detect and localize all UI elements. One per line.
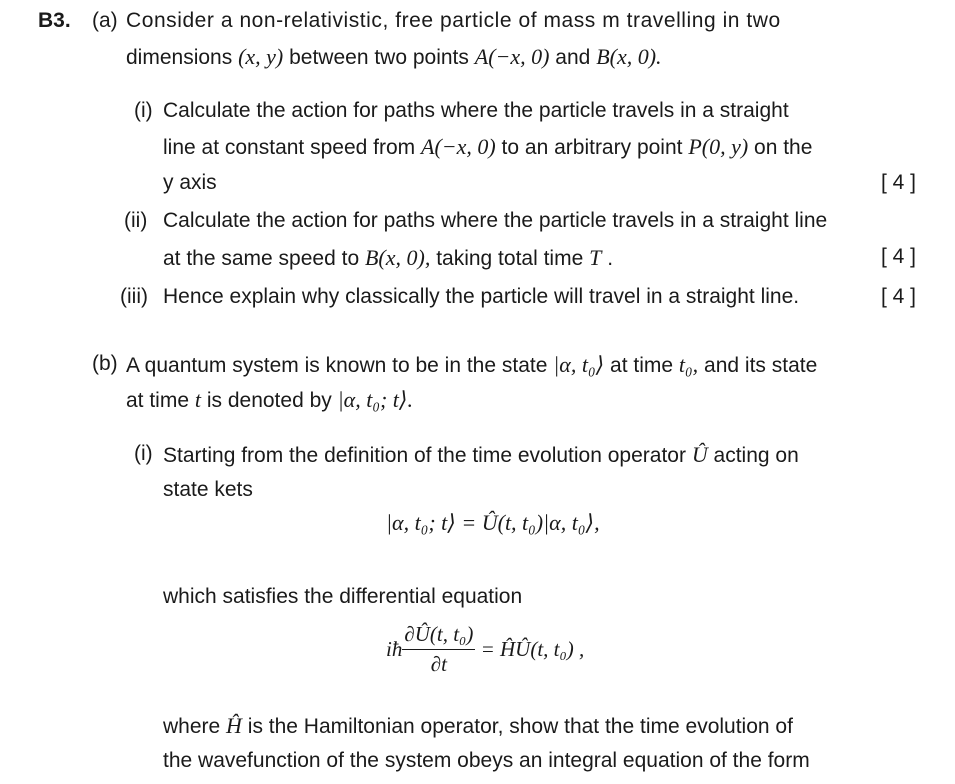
part-b-line2: [126, 387, 413, 413]
part-a-label: (a): [92, 9, 118, 32]
part-b-i-label: (i): [134, 442, 153, 465]
point-b: B(x, 0).: [596, 44, 662, 69]
part-a-line2-prefix: dimensions: [126, 46, 233, 69]
part-a-i-label: (i): [134, 99, 153, 122]
part-a-ii-line2-mid: taking total time: [436, 247, 584, 270]
part-b-i-line4-suffix: is the Hamiltonian operator, show that the time evolution of: [247, 715, 793, 738]
part-a-ii-line2-prefix: at the same speed to: [163, 247, 360, 270]
coords-xy: (x, y): [238, 44, 284, 69]
eq2-fraction: [402, 622, 475, 677]
part-b-time-t: t: [194, 387, 201, 412]
part-a-i-line2-suffix: on the: [754, 136, 813, 159]
part-b-state-ket: |α, t₀⟩: [553, 352, 605, 377]
part-b-line1-mid: at time: [610, 354, 674, 377]
eq2-rhs: = ĤÛ(t, t₀) ,: [480, 637, 585, 661]
part-a-i-line2-prefix: line at constant speed from: [163, 136, 416, 159]
part-b-i-line3: which satisfies the differential equation: [163, 585, 523, 608]
part-a-ii-marks: [ 4 ]: [881, 245, 917, 268]
part-b-line1: [126, 352, 817, 378]
part-a-line2-and: and: [555, 46, 591, 69]
part-a-i-line2: [163, 134, 812, 160]
operator-h: Ĥ: [226, 713, 242, 738]
equation-time-evolution: |α, t₀; t⟩ = Û(t, t₀)|α, t₀⟩,: [386, 510, 600, 535]
part-b-label: (b): [92, 352, 118, 375]
part-a-ii-time-t: T: [589, 245, 602, 270]
part-a-ii-point-b: B(x, 0),: [364, 245, 431, 270]
part-b-i-line4: [163, 713, 793, 739]
part-a-i-line2-mid: to an arbitrary point: [501, 136, 683, 159]
question-number: B3.: [38, 9, 71, 32]
part-b-line1-suffix: and its state: [704, 354, 818, 377]
part-b-line2-mid: is denoted by: [206, 389, 332, 412]
part-b-time-t0: t₀,: [678, 352, 699, 377]
part-b-line2-prefix: at time: [126, 389, 190, 412]
part-b-i-line5: the wavefunction of the system obeys an integral equation of the form: [163, 749, 810, 772]
part-a-ii-line2: [163, 245, 613, 271]
part-a-ii-line1: Calculate the action for paths where the particle travels in a straight line: [163, 209, 828, 232]
eq2-numerator: ∂Û(t, t₀): [402, 622, 475, 650]
point-a: A(−x, 0): [474, 44, 550, 69]
part-a-line2-mid: between two points: [289, 46, 469, 69]
part-b-i-line1-prefix: Starting from the definition of the time evolution operator: [163, 444, 686, 467]
part-b-i-line2: state kets: [163, 478, 253, 501]
part-a-iii-label: (iii): [120, 285, 148, 308]
equation-schrodinger-operator: [386, 622, 584, 677]
part-a-iii-marks: [ 4 ]: [881, 285, 917, 308]
part-a-line2: [126, 44, 662, 70]
part-b-i-line4-prefix: where: [163, 715, 221, 738]
part-a-iii-line1: Hence explain why classically the particle will travel in a straight line.: [163, 285, 800, 308]
part-b-evolved-ket: |α, t₀; t⟩.: [337, 387, 414, 412]
part-b-line1-prefix: A quantum system is known to be in the state: [126, 354, 548, 377]
part-a-i-from-point: A(−x, 0): [421, 134, 496, 159]
eq2-denominator: ∂t: [430, 652, 447, 676]
part-a-i-line1: Calculate the action for paths where the particle travels in a straight: [163, 99, 789, 122]
operator-u: Û: [691, 442, 708, 467]
part-a-line1: Consider a non-relativistic, free particle of mass m travelling in two: [126, 9, 781, 32]
part-a-i-line3: y axis: [163, 171, 217, 194]
part-a-i-marks: [ 4 ]: [881, 171, 917, 194]
part-a-i-point-p: P(0, y): [688, 134, 749, 159]
part-b-i-line1-suffix: acting on: [713, 444, 799, 467]
part-b-i-line1: [163, 442, 799, 468]
part-a-ii-line2-suffix: .: [607, 247, 614, 270]
part-a-ii-label: (ii): [124, 209, 148, 232]
eq2-prefix: iħ: [386, 637, 403, 661]
